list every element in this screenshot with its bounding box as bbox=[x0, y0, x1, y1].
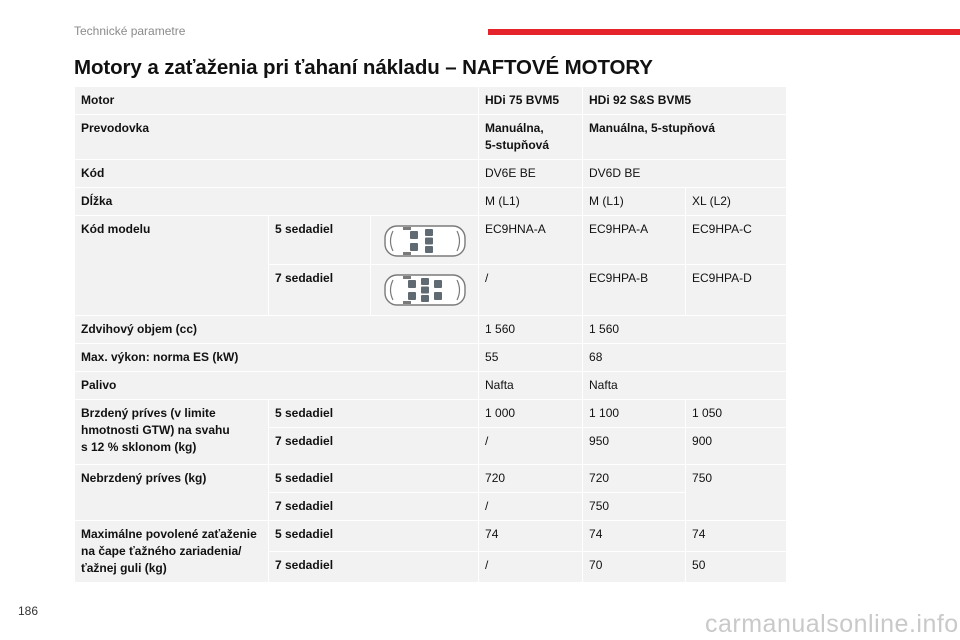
cell: / bbox=[479, 493, 583, 521]
table-row-braked-5 bbox=[75, 400, 787, 428]
cell: EC9HPA-A bbox=[583, 216, 686, 265]
cell: M (L1) bbox=[583, 188, 686, 216]
cell: 950 bbox=[583, 428, 686, 465]
cell: 74 bbox=[686, 521, 787, 552]
cell: 900 bbox=[686, 428, 787, 465]
row-label: Dĺžka bbox=[75, 188, 479, 216]
cell: DV6E BE bbox=[479, 160, 583, 188]
cell: 750 bbox=[583, 493, 686, 521]
cell: 720 bbox=[479, 465, 583, 493]
row-label: Zdvihový objem (cc) bbox=[75, 316, 479, 344]
label-line: na čape ťažného zariadenia/ bbox=[81, 544, 242, 558]
seat-label: 7 sedadiel bbox=[269, 428, 479, 465]
engine-spec-table bbox=[74, 86, 787, 583]
cell: HDi 92 S&S BVM5 bbox=[583, 87, 787, 115]
cell: 74 bbox=[479, 521, 583, 552]
seat-icon-cell bbox=[371, 265, 479, 316]
cell: 720 bbox=[583, 465, 686, 493]
cell: HDi 75 BVM5 bbox=[479, 87, 583, 115]
seat-label: 7 sedadiel bbox=[269, 552, 479, 583]
label-line: Maximálne povolené zaťaženie bbox=[81, 527, 257, 541]
seat-icon-cell bbox=[371, 216, 479, 265]
cell: EC9HNA-A bbox=[479, 216, 583, 265]
cell: 1 100 bbox=[583, 400, 686, 428]
cell: DV6D BE bbox=[583, 160, 787, 188]
table-row-length bbox=[75, 188, 787, 216]
cell: XL (L2) bbox=[686, 188, 787, 216]
page-number: 186 bbox=[18, 604, 39, 618]
seat-label: 5 sedadiel bbox=[269, 465, 479, 493]
cell-line: 5-stupňová bbox=[485, 138, 550, 152]
table-row-towball-5 bbox=[75, 521, 787, 552]
seat-label: 7 sedadiel bbox=[269, 493, 479, 521]
page-title: Motory a zaťaženia pri ťahaní nákladu – NAFTOVÉ MOTORY bbox=[74, 56, 653, 79]
cell: EC9HPA-C bbox=[686, 216, 787, 265]
cell: 1 560 bbox=[479, 316, 583, 344]
watermark: carmanualsonline.info bbox=[705, 610, 959, 638]
cell: Nafta bbox=[583, 372, 787, 400]
table-row-displacement bbox=[75, 316, 787, 344]
cell: Nafta bbox=[479, 372, 583, 400]
seat-label: 5 sedadiel bbox=[269, 521, 479, 552]
row-label: Max. výkon: norma ES (kW) bbox=[75, 344, 479, 372]
row-label: Nebrzdený príves (kg) bbox=[75, 465, 269, 521]
table-row-motor bbox=[75, 87, 787, 115]
cell: / bbox=[479, 552, 583, 583]
row-label: Kód bbox=[75, 160, 479, 188]
cell: / bbox=[479, 428, 583, 465]
cell: Manuálna, 5-stupňová bbox=[583, 115, 787, 160]
table-row-power bbox=[75, 344, 787, 372]
cell: 68 bbox=[583, 344, 787, 372]
cell: EC9HPA-B bbox=[583, 265, 686, 316]
cell: 1 000 bbox=[479, 400, 583, 428]
section-label: Technické parametre bbox=[74, 24, 186, 38]
cell bbox=[479, 115, 583, 160]
cell: 70 bbox=[583, 552, 686, 583]
table-row-code bbox=[75, 160, 787, 188]
cell: 74 bbox=[583, 521, 686, 552]
table-row-unbraked-5 bbox=[75, 465, 787, 493]
table-row-gearbox bbox=[75, 115, 787, 160]
header-accent-bar bbox=[488, 29, 960, 35]
row-label: Kód modelu bbox=[75, 216, 269, 316]
table-row-model-5 bbox=[75, 216, 787, 265]
seat-label: 7 sedadiel bbox=[269, 265, 371, 316]
cell: EC9HPA-D bbox=[686, 265, 787, 316]
label-line: ťažnej guli (kg) bbox=[81, 561, 167, 575]
7-seat-layout-icon bbox=[383, 272, 467, 308]
cell-line: Manuálna, bbox=[485, 121, 544, 135]
cell: 55 bbox=[479, 344, 583, 372]
row-label bbox=[75, 400, 269, 465]
cell: 1 050 bbox=[686, 400, 787, 428]
row-label: Motor bbox=[75, 87, 479, 115]
row-label: Prevodovka bbox=[75, 115, 479, 160]
row-label bbox=[75, 521, 269, 583]
cell: / bbox=[479, 265, 583, 316]
seat-label: 5 sedadiel bbox=[269, 216, 371, 265]
label-line: hmotnosti GTW) na svahu bbox=[81, 423, 230, 437]
seat-label: 5 sedadiel bbox=[269, 400, 479, 428]
row-label: Palivo bbox=[75, 372, 479, 400]
cell: 750 bbox=[686, 465, 787, 521]
5-seat-layout-icon bbox=[383, 223, 467, 259]
label-line: Brzdený príves (v limite bbox=[81, 406, 216, 420]
cell: 1 560 bbox=[583, 316, 787, 344]
label-line: s 12 % sklonom (kg) bbox=[81, 440, 197, 454]
cell: 50 bbox=[686, 552, 787, 583]
table-row-fuel bbox=[75, 372, 787, 400]
cell: M (L1) bbox=[479, 188, 583, 216]
